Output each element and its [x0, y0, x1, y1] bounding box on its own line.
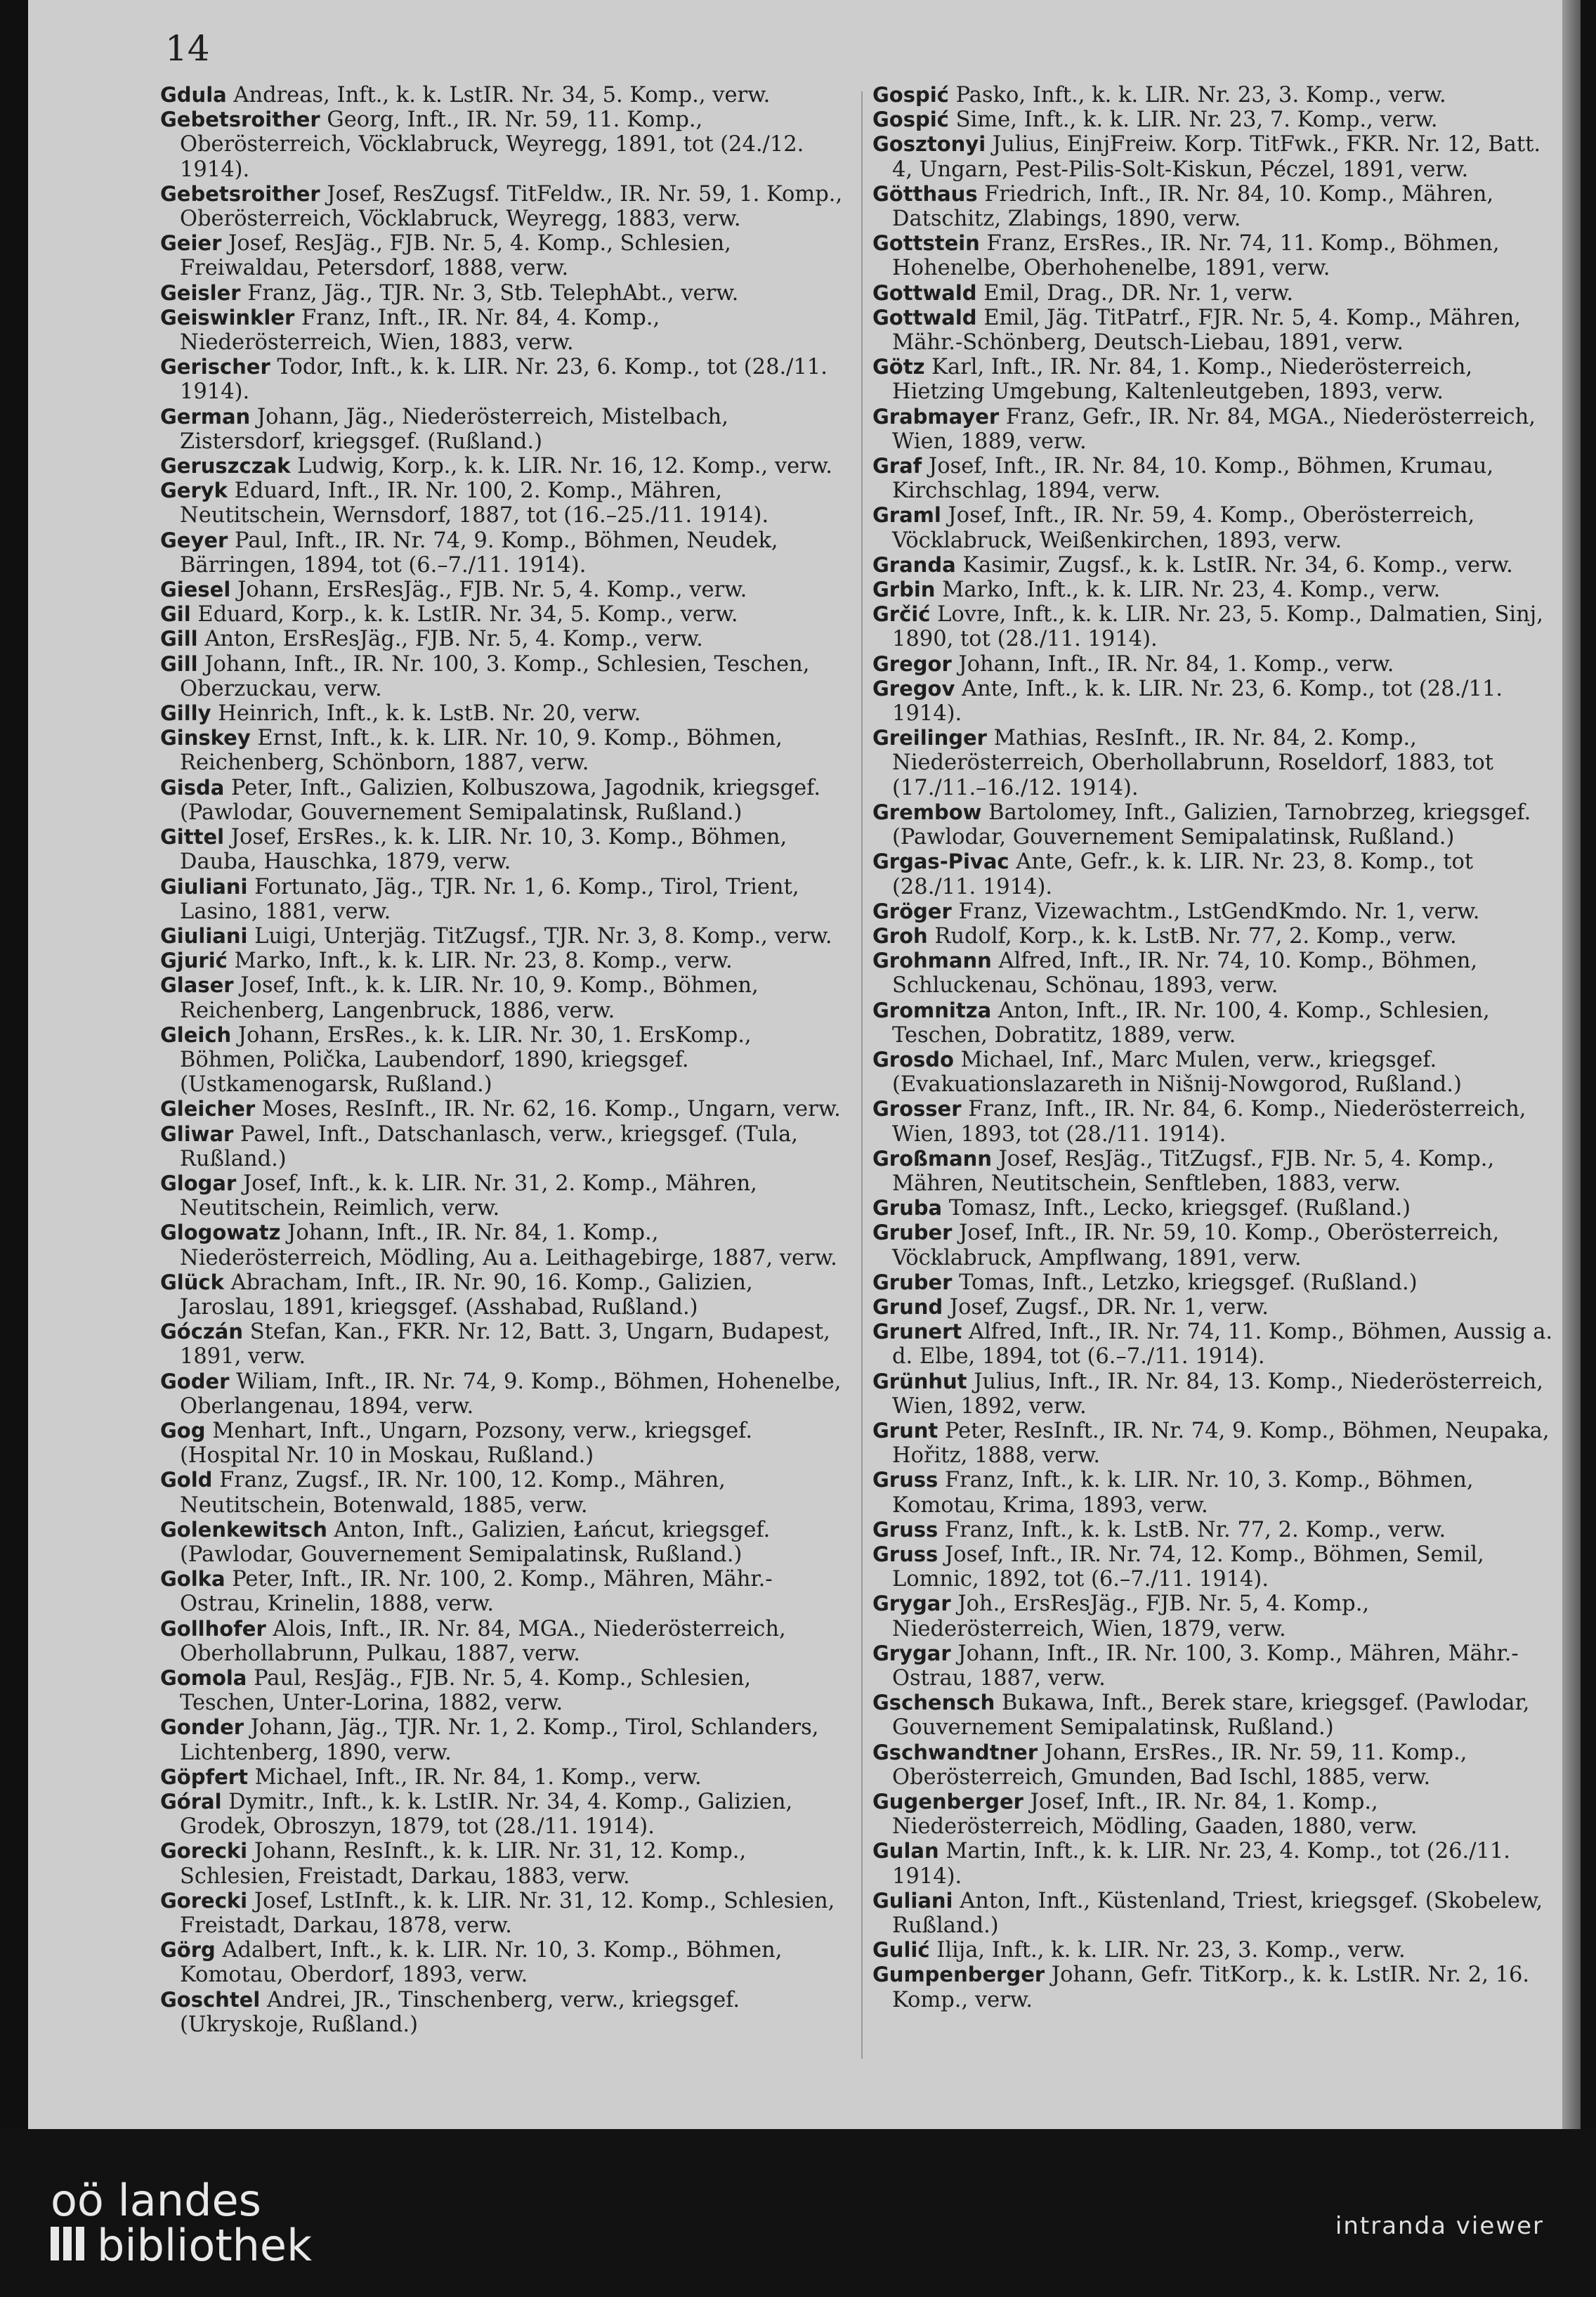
entry-surname: Gschensch: [872, 1691, 995, 1715]
register-entry: [872, 1270, 1557, 1295]
register-entry: [872, 1963, 1557, 2012]
entry-details: Alfred, Inft., IR. Nr. 74, 11. Komp., Böhmen, Aussig a. d. Elbe, 1894, tot (6.–7./11. 1914).: [892, 1320, 1553, 1369]
register-entry: [160, 652, 845, 701]
entry-details: Ante, Gefr., k. k. LIR. Nr. 23, 8. Komp., tot (28./11. 1914).: [892, 850, 1474, 899]
entry-details: Johann, Gefr. TitKorp., k. k. LstIR. Nr. 2, 16. Komp., verw.: [892, 1963, 1530, 2012]
entry-surname: Gruss: [872, 1542, 938, 1566]
register-entry: [872, 1592, 1557, 1641]
register-entry: [872, 1097, 1557, 1146]
left-column: [160, 83, 845, 2037]
entry-details: Josef, LstInft., k. k. LIR. Nr. 31, 12. Komp., Schlesien, Freistadt, Darkau, 1878, verw.: [180, 1888, 835, 1939]
register-entry: [872, 1938, 1557, 1963]
register-entry: [160, 1765, 845, 1790]
register-entry: [872, 800, 1557, 850]
register-entry: [160, 973, 845, 1022]
logo-line-2: bibliothek: [97, 2220, 312, 2271]
register-entry: [160, 1790, 845, 1839]
entry-surname: Gebetsroither: [160, 181, 320, 206]
entry-surname: Grunert: [872, 1320, 962, 1344]
entry-details: Peter, ResInft., IR. Nr. 74, 9. Komp., Böhmen, Neupaka, Hořitz, 1888, verw.: [892, 1418, 1550, 1469]
entry-details: Kasimir, Zugsf., k. k. LstIR. Nr. 34, 6. Komp., verw.: [955, 552, 1513, 578]
entry-surname: Grčić: [872, 602, 931, 627]
entry-details: Franz, Inft., k. k. LstB. Nr. 77, 2. Komp., verw.: [938, 1517, 1446, 1542]
entry-surname: Görg: [160, 1938, 216, 1963]
entry-details: Adalbert, Inft., k. k. LIR. Nr. 10, 3. Komp., Böhmen, Komotau, Oberdorf, 1893, verw.: [180, 1938, 783, 1988]
entry-details: Josef, Inft., IR. Nr. 59, 4. Komp., Oberösterreich, Vöcklabruck, Weißenkirchen, 1893, verw.: [892, 503, 1475, 553]
entry-details: Johann, ErsResJäg., FJB. Nr. 5, 4. Komp., verw.: [230, 578, 747, 603]
entry-surname: Grembow: [872, 800, 982, 824]
entry-surname: Grabmayer: [872, 404, 1000, 429]
entry-details: Franz, Inft., k. k. LIR. Nr. 10, 3. Komp., Böhmen, Komotau, Krima, 1893, verw.: [892, 1468, 1474, 1518]
entry-surname: Gromnitza: [872, 998, 992, 1022]
register-entry: [160, 479, 845, 528]
register-entry: [872, 602, 1557, 651]
scanned-page: [28, 0, 1581, 2129]
register-entry: [160, 1097, 845, 1121]
entry-details: Moses, ResInft., IR. Nr. 62, 16. Komp., Ungarn, verw.: [255, 1097, 841, 1122]
register-entry: [160, 1369, 845, 1419]
register-entry: [160, 1567, 845, 1616]
entry-surname: Geryk: [160, 479, 228, 503]
register-entry: [872, 1839, 1557, 1888]
entry-surname: Goschtel: [160, 1987, 261, 2012]
entry-surname: Golka: [160, 1567, 225, 1592]
entry-details: Karl, Inft., IR. Nr. 84, 1. Komp., Niederösterreich, Hietzing Umgebung, Kaltenleutgeben, 1893, verw.: [892, 355, 1473, 405]
entry-surname: Grosdo: [872, 1047, 954, 1072]
entry-surname: Gregor: [872, 651, 952, 676]
entry-details: Joh., ErsResJäg., FJB. Nr. 5, 4. Komp., Niederösterreich, Wien, 1879, verw.: [892, 1592, 1370, 1641]
entry-details: Georg, Inft., IR. Nr. 59, 11. Komp., Oberösterreich, Vöcklabruck, Weyregg, 1891, tot (24./12. 1914).: [180, 108, 804, 182]
entry-surname: Geier: [160, 231, 222, 256]
register-entry: [160, 1221, 845, 1270]
register-entry: [872, 850, 1557, 899]
register-entry: [872, 83, 1557, 108]
register-entry: [160, 578, 845, 602]
entry-details: Paul, ResJäg., FJB. Nr. 5, 4. Komp., Schlesien, Teschen, Unter-Lorina, 1882, verw.: [180, 1666, 752, 1716]
entry-surname: Greilinger: [872, 726, 987, 750]
entry-surname: Gruber: [872, 1221, 953, 1245]
entry-details: Wiliam, Inft., IR. Nr. 74, 9. Komp., Böhmen, Hohenelbe, Oberlangenau, 1894, verw.: [180, 1369, 842, 1419]
register-entry: [872, 1221, 1557, 1270]
entry-surname: Gospić: [872, 108, 949, 132]
register-entry: [160, 701, 845, 726]
register-entry: [872, 503, 1557, 552]
entry-details: Johann, Inft., IR. Nr. 100, 3. Komp., Mähren, Mähr.-Ostrau, 1887, verw.: [892, 1641, 1519, 1691]
entry-surname: Guliani: [872, 1888, 953, 1913]
entry-surname: Gregov: [872, 676, 955, 701]
entry-surname: Götz: [872, 355, 925, 379]
register-entry: [872, 652, 1557, 677]
entry-details: Marko, Inft., k. k. LIR. Nr. 23, 8. Komp., verw.: [227, 949, 733, 974]
entry-details: Josef, ResZugsf. TitFeldw., IR. Nr. 59, 1. Komp., Oberösterreich, Vöcklabruck, Weyregg, 1883, verw.: [180, 181, 843, 232]
register-entry: [872, 924, 1557, 949]
entry-surname: Grbin: [872, 578, 936, 602]
logo-bars-icon: [51, 2227, 91, 2260]
register-entry: [872, 231, 1557, 280]
register-entry: [872, 1691, 1557, 1740]
entry-details: Franz, ErsRes., IR. Nr. 74, 11. Komp., Böhmen, Hohenelbe, Oberhohenelbe, 1891, verw.: [892, 231, 1500, 281]
entry-surname: Gschwandtner: [872, 1740, 1038, 1764]
register-entry: [160, 83, 845, 108]
entry-details: Anton, Inft., IR. Nr. 100, 4. Komp., Schlesien, Teschen, Dobratitz, 1889, verw.: [892, 998, 1490, 1048]
entry-surname: Gumpenberger: [872, 1963, 1045, 1987]
entry-details: Peter, Inft., IR. Nr. 100, 2. Komp., Mähren, Mähr.-Ostrau, Krinelin, 1888, verw.: [180, 1567, 773, 1617]
entry-surname: Goder: [160, 1369, 230, 1393]
entry-details: Franz, Jäg., TJR. Nr. 3, Stb. TelephAbt., verw.: [240, 280, 739, 306]
entry-details: Alois, Inft., IR. Nr. 84, MGA., Niederösterreich, Oberhollabrunn, Pulkau, 1887, verw.: [180, 1616, 786, 1666]
register-entry: [872, 405, 1557, 454]
register-entry: [872, 1542, 1557, 1592]
entry-details: Tomas, Inft., Letzko, kriegsgef. (Rußland.): [952, 1270, 1418, 1295]
entry-surname: Gruss: [872, 1517, 938, 1542]
register-entry: [872, 1468, 1557, 1517]
register-entry: [872, 1889, 1557, 1938]
entry-surname: Gröger: [872, 899, 952, 923]
entry-surname: Glaser: [160, 973, 234, 998]
entry-details: Andreas, Inft., k. k. LstIR. Nr. 34, 5. Komp., verw.: [226, 83, 771, 108]
entry-surname: Gebetsroither: [160, 108, 320, 132]
entry-details: Emil, Drag., DR. Nr. 1, verw.: [976, 280, 1294, 306]
entry-details: Anton, Inft., Küstenland, Triest, kriegsgef. (Skobelew, Rußland.): [892, 1888, 1543, 1939]
register-entry: [160, 776, 845, 825]
register-entry: [872, 1740, 1557, 1790]
entry-details: Franz, Vizewachtm., LstGendKmdo. Nr. 1, verw.: [951, 899, 1480, 924]
register-entry: [872, 677, 1557, 726]
register-entry: [872, 132, 1557, 181]
entry-details: Johann, ErsRes., k. k. LIR. Nr. 30, 1. ErsKomp., Böhmen, Polička, Laubendorf, 1890, kriegsgef. (Ustkamenogarsk, Rußland.): [180, 1022, 752, 1098]
entry-details: Peter, Inft., Galizien, Kolbuszowa, Jagodnik, kriegsgef. (Pawlodar, Gouvernement Semipalatinsk, Rußland.): [180, 775, 821, 825]
register-entry: [872, 1147, 1557, 1196]
library-logo[interactable]: [51, 2175, 312, 2271]
entry-surname: Gliwar: [160, 1121, 234, 1146]
register-entry: [160, 602, 845, 627]
register-entry: [160, 1270, 845, 1320]
register-entry: [872, 355, 1557, 404]
register-entry: [160, 231, 845, 280]
entry-surname: Gisda: [160, 775, 225, 800]
register-entry: [160, 182, 845, 231]
register-entry: [160, 281, 845, 306]
register-entry: [872, 1419, 1557, 1468]
entry-surname: Gittel: [160, 825, 225, 850]
register-entry: [160, 1715, 845, 1764]
entry-surname: Göpfert: [160, 1764, 248, 1789]
entry-details: Josef, Inft., k. k. LIR. Nr. 10, 9. Komp., Böhmen, Reichenberg, Langenbruck, 1886, verw.: [180, 973, 759, 1023]
register-entry: [160, 405, 845, 454]
register-entry: [160, 627, 845, 651]
entry-surname: Gilly: [160, 701, 211, 726]
entry-surname: Gosztonyi: [872, 132, 986, 157]
entry-surname: Ginskey: [160, 726, 251, 750]
entry-details: Pasko, Inft., k. k. LIR. Nr. 23, 3. Komp., verw.: [948, 83, 1446, 108]
entry-details: Johann, ErsRes., IR. Nr. 59, 11. Komp., Oberösterreich, Gmunden, Bad Ischl, 1885, verw.: [892, 1740, 1467, 1790]
entry-details: Sime, Inft., k. k. LIR. Nr. 23, 7. Komp., verw.: [948, 108, 1438, 133]
entry-surname: Gog: [160, 1418, 206, 1443]
entry-surname: Gill: [160, 651, 198, 676]
entry-surname: Geisler: [160, 280, 241, 305]
entry-surname: Gorecki: [160, 1888, 248, 1913]
entry-surname: Grygar: [872, 1641, 951, 1665]
register-entry: [872, 578, 1557, 602]
entry-surname: Gleich: [160, 1022, 232, 1047]
entry-details: Bartolomey, Inft., Galizien, Tarnobrzeg, kriegsgef. (Pawlodar, Gouvernement Semipalatinsk, Rußland.): [892, 800, 1531, 850]
entry-details: Friedrich, Inft., IR. Nr. 84, 10. Komp., Mähren, Datschitz, Zlabings, 1890, verw.: [892, 181, 1494, 232]
column-divider: [861, 91, 863, 2059]
entry-details: Ilija, Inft., k. k. LIR. Nr. 23, 3. Komp., verw.: [929, 1938, 1406, 1963]
register-entry: [160, 1839, 845, 1888]
entry-details: Ludwig, Korp., k. k. LIR. Nr. 16, 12. Komp., verw.: [290, 454, 832, 479]
entry-surname: Glogowatz: [160, 1221, 281, 1245]
entry-surname: Großmann: [872, 1146, 992, 1171]
viewer-footer: [0, 2129, 1596, 2297]
register-entry: [872, 553, 1557, 578]
entry-details: Tomasz, Inft., Lecko, kriegsgef. (Rußland.): [942, 1196, 1411, 1221]
entry-details: Fortunato, Jäg., TJR. Nr. 1, 6. Komp., Tirol, Trient, Lasino, 1881, verw.: [180, 874, 799, 924]
register-entry: [872, 726, 1557, 800]
register-entry: [160, 355, 845, 404]
entry-details: Heinrich, Inft., k. k. LstB. Nr. 20, verw.: [211, 701, 641, 727]
register-entry: [872, 281, 1557, 306]
entry-details: Mathias, ResInft., IR. Nr. 84, 2. Komp., Niederösterreich, Oberhollabrunn, Roseldorf, 1883, tot (17./11.–16./12. 1914).: [892, 726, 1494, 800]
entry-details: Marko, Inft., k. k. LIR. Nr. 23, 4. Komp., verw.: [935, 578, 1441, 603]
entry-details: Eduard, Inft., IR. Nr. 100, 2. Komp., Mähren, Neutitschein, Wernsdorf, 1887, tot (16.–25./11. 1914).: [180, 479, 769, 528]
entry-surname: Groh: [872, 923, 928, 948]
entry-surname: Gottwald: [872, 305, 977, 330]
entry-details: Johann, Jäg., TJR. Nr. 1, 2. Komp., Tirol, Schlanders, Lichtenberg, 1890, verw.: [180, 1715, 819, 1765]
logo-line-1: oö landes: [51, 2175, 261, 2226]
register-entry: [872, 949, 1557, 998]
entry-surname: Geiswinkler: [160, 305, 295, 330]
register-entry: [160, 949, 845, 973]
entry-surname: Grund: [872, 1294, 943, 1319]
register-entry: [872, 1048, 1557, 1097]
register-entry: [160, 924, 845, 949]
register-entry: [872, 108, 1557, 132]
register-entry: [872, 1196, 1557, 1221]
entry-details: Johann, Inft., IR. Nr. 84, 1. Komp., Niederösterreich, Mödling, Au a. Leithagebirge, 1887, verw.: [180, 1221, 837, 1270]
entry-details: Paul, Inft., IR. Nr. 74, 9. Komp., Böhmen, Neudek, Bärringen, 1894, tot (6.–7./11. 1914).: [180, 528, 778, 578]
register-entry: [160, 1666, 845, 1715]
entry-surname: Gottstein: [872, 231, 980, 256]
entry-surname: Giesel: [160, 578, 231, 602]
entry-details: Anton, ErsResJäg., FJB. Nr. 5, 4. Komp., verw.: [197, 627, 703, 652]
entry-details: Abracham, Inft., IR. Nr. 90, 16. Komp., Galizien, Jaroslau, 1891, kriegsgef. (Asshabad, Rußland.): [180, 1270, 753, 1320]
entry-surname: Gollhofer: [160, 1616, 266, 1641]
register-entry: [872, 998, 1557, 1048]
entry-details: Josef, ResJäg., TitZugsf., FJB. Nr. 5, 4. Komp., Mähren, Neutitschein, Senftleben, 1883, verw.: [892, 1146, 1495, 1196]
register-entry: [872, 306, 1557, 355]
register-entry: [160, 1988, 845, 2037]
entry-details: Lovre, Inft., k. k. LIR. Nr. 23, 5. Komp., Dalmatien, Sinj, 1890, tot (28./11. 1914).: [892, 602, 1543, 652]
entry-surname: Grgas-Pivac: [872, 850, 1009, 874]
entry-details: Franz, Gefr., IR. Nr. 84, MGA., Niederösterreich, Wien, 1889, verw.: [892, 404, 1536, 454]
entry-details: Julius, Inft., IR. Nr. 84, 13. Komp., Niederösterreich, Wien, 1892, verw.: [892, 1369, 1543, 1419]
entry-details: Josef, Inft., IR. Nr. 84, 1. Komp., Niederösterreich, Mödling, Gaaden, 1880, verw.: [892, 1790, 1418, 1840]
entry-surname: Grosser: [872, 1097, 962, 1121]
viewer-label: intranda viewer: [1335, 2212, 1544, 2240]
entry-surname: Gleicher: [160, 1097, 256, 1121]
entry-surname: Gospić: [872, 83, 949, 107]
entry-surname: Grygar: [872, 1592, 951, 1616]
register-entry: [160, 1617, 845, 1666]
register-entry: [160, 1518, 845, 1567]
register-entry: [160, 1171, 845, 1221]
entry-details: Josef, Inft., IR. Nr. 74, 12. Komp., Böhmen, Semil, Lomnic, 1892, tot (6.–7./11. 1914).: [892, 1542, 1484, 1592]
entry-surname: Gerischer: [160, 355, 270, 379]
entry-surname: Glück: [160, 1270, 224, 1294]
entry-details: Stefan, Kan., FKR. Nr. 12, Batt. 3, Ungarn, Budapest, 1891, verw.: [180, 1320, 830, 1369]
entry-surname: Grunt: [872, 1418, 938, 1443]
entry-surname: Giuliani: [160, 923, 248, 948]
entry-details: Dymitr., Inft., k. k. LstIR. Nr. 34, 4. Komp., Galizien, Grodek, Obroszyn, 1879, tot (28./11. 1914).: [180, 1790, 793, 1840]
entry-details: Michael, Inft., IR. Nr. 84, 1. Komp., verw.: [247, 1764, 702, 1790]
entry-surname: Gold: [160, 1468, 213, 1492]
entry-surname: Gil: [160, 602, 191, 627]
entry-surname: Góral: [160, 1790, 222, 1814]
entry-surname: Geruszczak: [160, 454, 291, 479]
entry-details: Johann, ResInft., k. k. LIR. Nr. 31, 12. Komp., Schlesien, Freistadt, Darkau, 1883, verw.: [180, 1839, 747, 1889]
entry-surname: Gonder: [160, 1715, 244, 1740]
entry-surname: Graf: [872, 454, 922, 479]
entry-details: Martin, Inft., k. k. LIR. Nr. 23, 4. Komp., tot (26./11. 1914).: [892, 1839, 1510, 1889]
entry-details: Franz, Inft., IR. Nr. 84, 4. Komp., Niederösterreich, Wien, 1883, verw.: [180, 305, 660, 356]
entry-details: Josef, Zugsf., DR. Nr. 1, verw.: [943, 1294, 1269, 1320]
entry-surname: Gruber: [872, 1270, 953, 1294]
entry-surname: Gulić: [872, 1938, 930, 1963]
entry-details: Josef, ResJäg., FJB. Nr. 5, 4. Komp., Schlesien, Freiwaldau, Petersdorf, 1888, verw.: [180, 231, 731, 281]
register-entry: [160, 825, 845, 874]
register-entry: [160, 1938, 845, 1987]
register-entry: [872, 454, 1557, 503]
register-entry: [160, 875, 845, 924]
register-entry: [872, 1518, 1557, 1542]
entry-surname: Góczán: [160, 1320, 244, 1344]
entry-details: Josef, ErsRes., k. k. LIR. Nr. 10, 3. Komp., Böhmen, Dauba, Hauschka, 1879, verw.: [180, 825, 787, 875]
register-entry: [160, 528, 845, 578]
entry-surname: Granda: [872, 552, 956, 577]
entry-details: Julius, EinjFreiw. Korp. TitFwk., FKR. Nr. 12, Batt. 4, Ungarn, Pest-Pilis-Solt-Kiskun, Péczel, 1891, verw.: [892, 132, 1541, 182]
entry-details: Pawel, Inft., Datschanlasch, verw., kriegsgef. (Tula, Rußland.): [180, 1121, 798, 1171]
entry-surname: Graml: [872, 503, 941, 528]
entry-details: Ante, Inft., k. k. LIR. Nr. 23, 6. Komp., tot (28./11. 1914).: [892, 676, 1503, 727]
entry-surname: Gruss: [872, 1468, 938, 1492]
entry-details: Alfred, Inft., IR. Nr. 74, 10. Komp., Böhmen, Schluckenau, Schönau, 1893, verw.: [892, 949, 1478, 998]
register-entry: [160, 108, 845, 182]
entry-details: Johann, Inft., IR. Nr. 100, 3. Komp., Schlesien, Teschen, Oberzuckau, verw.: [180, 651, 810, 701]
entry-surname: German: [160, 404, 251, 429]
entry-details: Luigi, Unterjäg. TitZugsf., TJR. Nr. 3, 8. Komp., verw.: [247, 923, 832, 949]
register-entry: [872, 182, 1557, 231]
entry-details: Anton, Inft., Galizien, Łańcut, kriegsgef. (Pawlodar, Gouvernement Semipalatinsk, Rußland.): [180, 1517, 771, 1567]
entry-details: Menhart, Inft., Ungarn, Pozsony, verw., kriegsgef. (Hospital Nr. 10 in Moskau, Rußland.): [180, 1418, 753, 1469]
entry-surname: Gottwald: [872, 280, 977, 305]
entry-details: Josef, Inft., IR. Nr. 59, 10. Komp., Oberösterreich, Vöcklabruck, Ampflwang, 1891, verw.: [892, 1221, 1500, 1270]
register-entry: [872, 1320, 1557, 1369]
entry-surname: Gdula: [160, 83, 227, 107]
entry-surname: Gugenberger: [872, 1790, 1023, 1814]
entry-surname: Grohmann: [872, 949, 992, 973]
entry-details: Andrei, JR., Tinschenberg, verw., kriegsgef. (Ukryskoje, Rußland.): [180, 1987, 740, 2037]
entry-surname: Glogar: [160, 1171, 237, 1195]
entry-details: Michael, Inf., Marc Mulen, verw., kriegsgef. (Evakuationslazareth in Nišnij-Nowgorod, Rußland.): [892, 1047, 1462, 1098]
entry-details: Josef, Inft., k. k. LIR. Nr. 31, 2. Komp., Mähren, Neutitschein, Reimlich, verw.: [180, 1171, 757, 1221]
entry-surname: Geyer: [160, 528, 228, 552]
entry-surname: Grünhut: [872, 1369, 967, 1393]
entry-surname: Giuliani: [160, 874, 248, 899]
entry-details: Josef, Inft., IR. Nr. 84, 10. Komp., Böhmen, Krumau, Kirchschlag, 1894, verw.: [892, 454, 1494, 504]
right-column: [872, 83, 1557, 2012]
register-entry: [872, 1641, 1557, 1691]
register-entry: [160, 726, 845, 775]
page-edge: [1562, 0, 1581, 2129]
entry-details: Franz, Inft., IR. Nr. 84, 6. Komp., Niederösterreich, Wien, 1893, tot (28./11. 1914).: [892, 1097, 1526, 1147]
entry-details: Todor, Inft., k. k. LIR. Nr. 23, 6. Komp., tot (28./11. 1914).: [180, 355, 828, 405]
entry-details: Eduard, Korp., k. k. LstIR. Nr. 34, 5. Komp., verw.: [190, 602, 738, 627]
register-entry: [160, 454, 845, 479]
entry-surname: Gomola: [160, 1666, 247, 1690]
register-entry: [160, 1122, 845, 1171]
entry-details: Rudolf, Korp., k. k. LstB. Nr. 77, 2. Komp., verw.: [927, 923, 1457, 949]
entry-details: Franz, Zugsf., IR. Nr. 100, 12. Komp., Mähren, Neutitschein, Botenwald, 1885, verw.: [180, 1468, 726, 1518]
register-entry: [160, 1889, 845, 1938]
entry-details: Ernst, Inft., k. k. LIR. Nr. 10, 9. Komp., Böhmen, Reichenberg, Schönborn, 1887, verw.: [180, 726, 783, 776]
register-entry: [160, 1468, 845, 1517]
register-entry: [872, 1295, 1557, 1320]
register-entry: [160, 1320, 845, 1369]
register-entry: [872, 1790, 1557, 1839]
entry-surname: Golenkewitsch: [160, 1517, 327, 1542]
entry-details: Emil, Jäg. TitPatrf., FJR. Nr. 5, 4. Komp., Mähren, Mähr.-Schönberg, Deutsch-Liebau, 1891, verw.: [892, 305, 1521, 356]
register-entry: [872, 899, 1557, 924]
entry-surname: Gulan: [872, 1839, 939, 1863]
entry-surname: Gorecki: [160, 1839, 248, 1863]
entry-surname: Götthaus: [872, 181, 978, 206]
entry-details: Johann, Jäg., Niederösterreich, Mistelbach, Zistersdorf, kriegsgef. (Rußland.): [180, 404, 728, 454]
entry-surname: Gill: [160, 627, 198, 651]
entry-surname: Gjurić: [160, 949, 228, 973]
register-entry: [160, 1419, 845, 1468]
register-entry: [160, 1023, 845, 1098]
register-entry: [160, 306, 845, 355]
register-entry: [872, 1369, 1557, 1419]
entry-surname: Gruba: [872, 1196, 943, 1221]
entry-details: Johann, Inft., IR. Nr. 84, 1. Komp., verw.: [951, 651, 1394, 677]
page-number: 14: [165, 28, 210, 69]
entry-details: Bukawa, Inft., Berek stare, kriegsgef. (Pawlodar, Gouvernement Semipalatinsk, Rußland.): [892, 1691, 1530, 1740]
